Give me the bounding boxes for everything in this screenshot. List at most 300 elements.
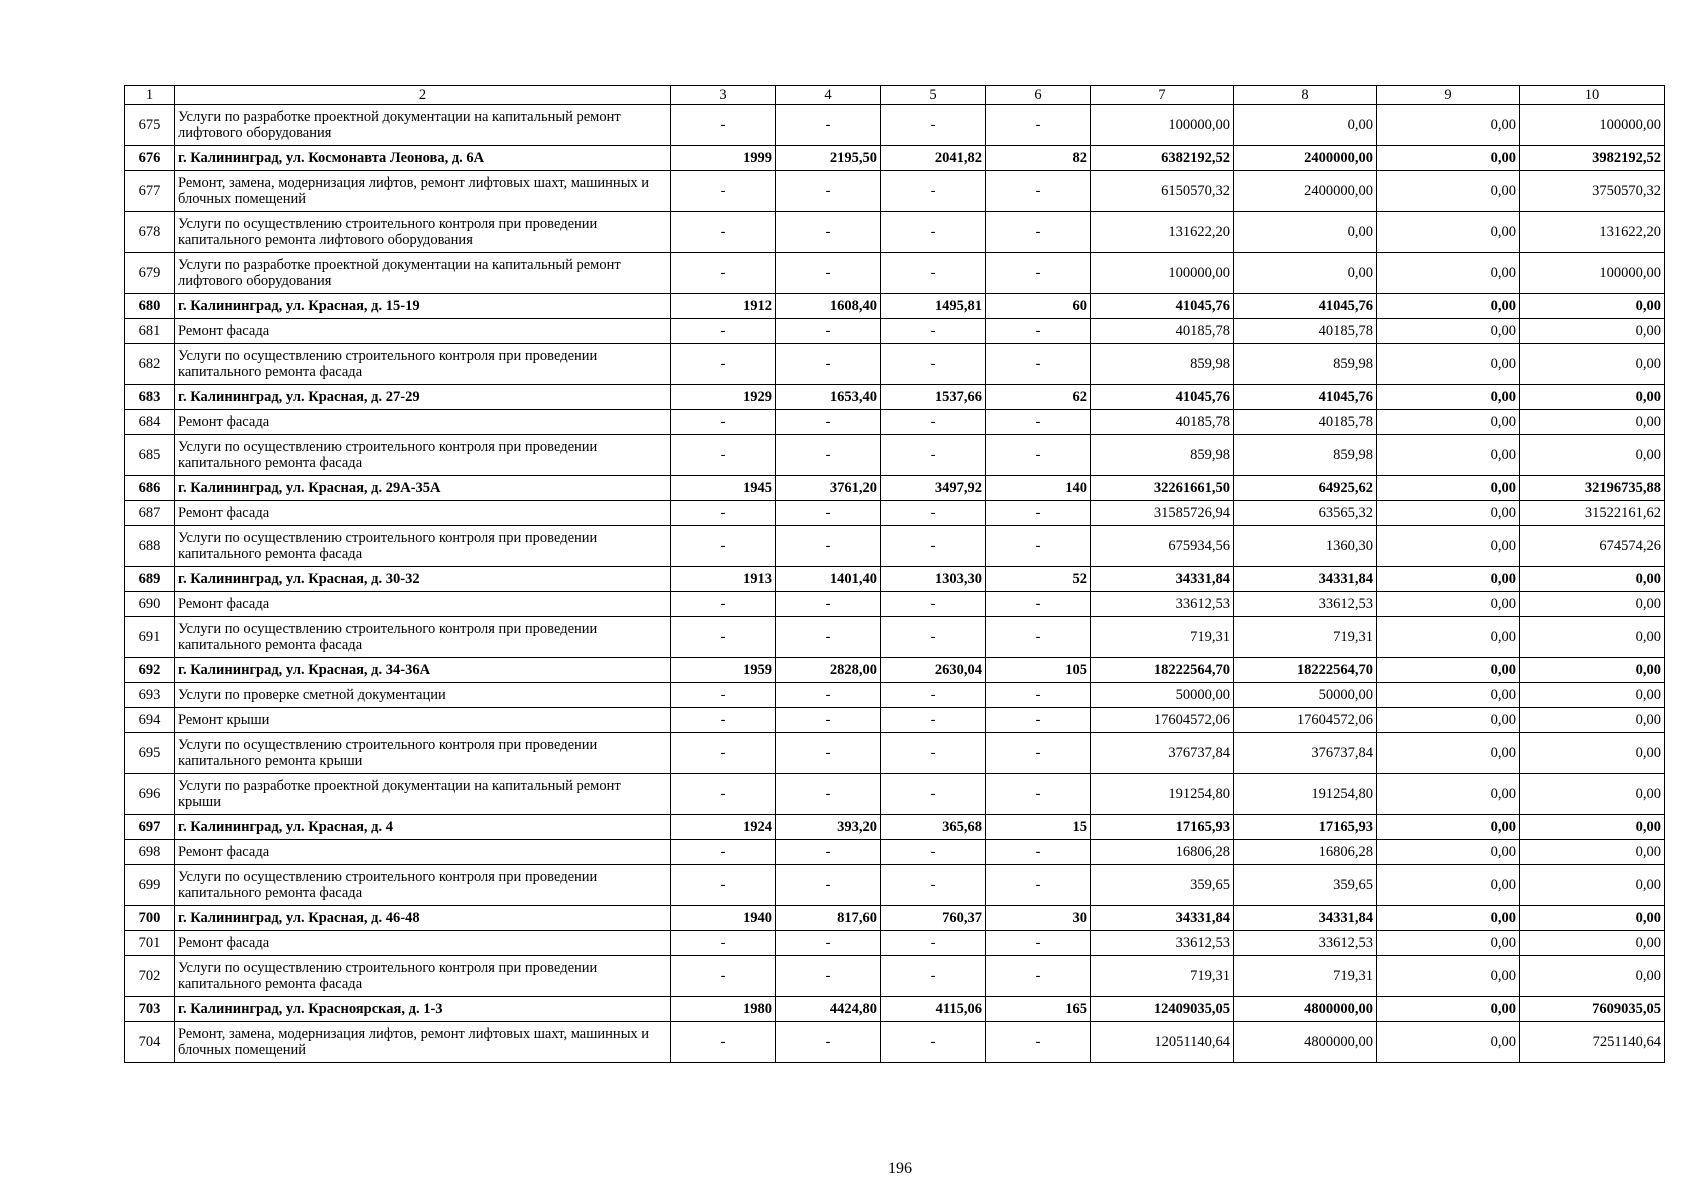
owner-cost-cell: 0,00 — [1520, 567, 1665, 592]
budget-cost-cell: 0,00 — [1377, 410, 1520, 435]
fund-cost-cell: 191254,80 — [1234, 774, 1377, 815]
total-cost-cell: 12051140,64 — [1091, 1022, 1234, 1063]
total-cost-cell: 41045,76 — [1091, 294, 1234, 319]
fund-cost-cell: 16806,28 — [1234, 840, 1377, 865]
residents-cell: - — [986, 617, 1091, 658]
residents-cell: 52 — [986, 567, 1091, 592]
row-number-cell: 676 — [125, 146, 175, 171]
budget-cost-cell: 0,00 — [1377, 931, 1520, 956]
row-number-cell: 681 — [125, 319, 175, 344]
address-row — [125, 906, 1665, 931]
total-area-cell: - — [776, 501, 881, 526]
work-name-cell: Услуги по осуществлению строительного контроля при проведении капитального ремонта фасада — [175, 956, 671, 997]
row-number-cell: 685 — [125, 435, 175, 476]
total-cost-cell: 31585726,94 — [1091, 501, 1234, 526]
living-area-cell: - — [881, 171, 986, 212]
work-row — [125, 733, 1665, 774]
fund-cost-cell: 41045,76 — [1234, 294, 1377, 319]
work-row — [125, 708, 1665, 733]
total-cost-cell: 719,31 — [1091, 956, 1234, 997]
living-area-cell: - — [881, 435, 986, 476]
year-cell: 1999 — [671, 146, 776, 171]
year-cell: - — [671, 319, 776, 344]
year-cell: 1945 — [671, 476, 776, 501]
owner-cost-cell: 100000,00 — [1520, 253, 1665, 294]
total-area-cell: 2828,00 — [776, 658, 881, 683]
address-row — [125, 997, 1665, 1022]
work-name-cell: Услуги по осуществлению строительного контроля при проведении капитального ремонта фасада — [175, 865, 671, 906]
residents-cell: - — [986, 410, 1091, 435]
work-row — [125, 865, 1665, 906]
work-name-cell: Услуги по осуществлению строительного контроля при проведении капитального ремонта фасада — [175, 344, 671, 385]
address-row — [125, 385, 1665, 410]
work-row — [125, 526, 1665, 567]
row-number-cell: 679 — [125, 253, 175, 294]
owner-cost-cell: 3982192,52 — [1520, 146, 1665, 171]
owner-cost-cell: 3750570,32 — [1520, 171, 1665, 212]
total-cost-cell: 40185,78 — [1091, 319, 1234, 344]
residents-cell: 30 — [986, 906, 1091, 931]
living-area-cell: - — [881, 253, 986, 294]
living-area-cell: - — [881, 105, 986, 146]
row-number-cell: 704 — [125, 1022, 175, 1063]
residents-cell: - — [986, 683, 1091, 708]
row-number-cell: 689 — [125, 567, 175, 592]
year-cell: - — [671, 956, 776, 997]
row-number-cell: 682 — [125, 344, 175, 385]
owner-cost-cell: 0,00 — [1520, 840, 1665, 865]
owner-cost-cell: 31522161,62 — [1520, 501, 1665, 526]
budget-cost-cell: 0,00 — [1377, 567, 1520, 592]
residents-cell: - — [986, 592, 1091, 617]
year-cell: - — [671, 865, 776, 906]
work-name-cell: Услуги по осуществлению строительного контроля при проведении капитального ремонта фасада — [175, 617, 671, 658]
residents-cell: - — [986, 956, 1091, 997]
work-name-cell: г. Калининград, ул. Красная, д. 15-19 — [175, 294, 671, 319]
row-number-cell: 688 — [125, 526, 175, 567]
total-area-cell: - — [776, 865, 881, 906]
budget-cost-cell: 0,00 — [1377, 956, 1520, 997]
year-cell: 1980 — [671, 997, 776, 1022]
header-cell: 6 — [986, 86, 1091, 105]
row-number-cell: 694 — [125, 708, 175, 733]
work-name-cell: Ремонт фасада — [175, 840, 671, 865]
total-area-cell: 817,60 — [776, 906, 881, 931]
total-area-cell: - — [776, 592, 881, 617]
living-area-cell: - — [881, 501, 986, 526]
work-name-cell: г. Калининград, ул. Красная, д. 30-32 — [175, 567, 671, 592]
row-number-cell: 675 — [125, 105, 175, 146]
budget-cost-cell: 0,00 — [1377, 1022, 1520, 1063]
address-row — [125, 567, 1665, 592]
residents-cell: - — [986, 1022, 1091, 1063]
residents-cell: - — [986, 253, 1091, 294]
total-area-cell: - — [776, 956, 881, 997]
row-number-cell: 678 — [125, 212, 175, 253]
fund-cost-cell: 18222564,70 — [1234, 658, 1377, 683]
living-area-cell: 4115,06 — [881, 997, 986, 1022]
total-cost-cell: 32261661,50 — [1091, 476, 1234, 501]
budget-cost-cell: 0,00 — [1377, 385, 1520, 410]
works-table — [124, 85, 1665, 1063]
fund-cost-cell: 4800000,00 — [1234, 997, 1377, 1022]
living-area-cell: - — [881, 319, 986, 344]
owner-cost-cell: 32196735,88 — [1520, 476, 1665, 501]
residents-cell: 62 — [986, 385, 1091, 410]
year-cell: - — [671, 733, 776, 774]
total-area-cell: 3761,20 — [776, 476, 881, 501]
work-name-cell: Ремонт фасада — [175, 410, 671, 435]
total-cost-cell: 6382192,52 — [1091, 146, 1234, 171]
owner-cost-cell: 0,00 — [1520, 931, 1665, 956]
total-area-cell: - — [776, 253, 881, 294]
year-cell: 1924 — [671, 815, 776, 840]
owner-cost-cell: 0,00 — [1520, 708, 1665, 733]
row-number-cell: 692 — [125, 658, 175, 683]
budget-cost-cell: 0,00 — [1377, 592, 1520, 617]
budget-cost-cell: 0,00 — [1377, 733, 1520, 774]
work-name-cell: г. Калининград, ул. Красная, д. 27-29 — [175, 385, 671, 410]
fund-cost-cell: 0,00 — [1234, 212, 1377, 253]
header-cell: 7 — [1091, 86, 1234, 105]
residents-cell: - — [986, 774, 1091, 815]
budget-cost-cell: 0,00 — [1377, 658, 1520, 683]
work-name-cell: Ремонт фасада — [175, 931, 671, 956]
residents-cell: 15 — [986, 815, 1091, 840]
owner-cost-cell: 0,00 — [1520, 294, 1665, 319]
total-cost-cell: 16806,28 — [1091, 840, 1234, 865]
year-cell: - — [671, 410, 776, 435]
budget-cost-cell: 0,00 — [1377, 319, 1520, 344]
owner-cost-cell: 0,00 — [1520, 319, 1665, 344]
residents-cell: 60 — [986, 294, 1091, 319]
living-area-cell: 1495,81 — [881, 294, 986, 319]
work-name-cell: Ремонт фасада — [175, 592, 671, 617]
year-cell: 1959 — [671, 658, 776, 683]
work-row — [125, 410, 1665, 435]
address-row — [125, 294, 1665, 319]
fund-cost-cell: 2400000,00 — [1234, 146, 1377, 171]
year-cell: - — [671, 253, 776, 294]
owner-cost-cell: 0,00 — [1520, 344, 1665, 385]
work-row — [125, 840, 1665, 865]
total-area-cell: - — [776, 212, 881, 253]
residents-cell: - — [986, 526, 1091, 567]
work-name-cell: Услуги по осуществлению строительного контроля при проведении капитального ремонта крыши — [175, 733, 671, 774]
owner-cost-cell: 7251140,64 — [1520, 1022, 1665, 1063]
total-cost-cell: 859,98 — [1091, 344, 1234, 385]
total-cost-cell: 859,98 — [1091, 435, 1234, 476]
living-area-cell: 365,68 — [881, 815, 986, 840]
total-area-cell: - — [776, 931, 881, 956]
living-area-cell: - — [881, 774, 986, 815]
work-row — [125, 617, 1665, 658]
total-area-cell: - — [776, 840, 881, 865]
budget-cost-cell: 0,00 — [1377, 253, 1520, 294]
budget-cost-cell: 0,00 — [1377, 435, 1520, 476]
living-area-cell: - — [881, 865, 986, 906]
living-area-cell: - — [881, 410, 986, 435]
living-area-cell: - — [881, 840, 986, 865]
row-number-cell: 701 — [125, 931, 175, 956]
row-number-cell: 687 — [125, 501, 175, 526]
total-area-cell: - — [776, 683, 881, 708]
total-area-cell: 2195,50 — [776, 146, 881, 171]
fund-cost-cell: 0,00 — [1234, 253, 1377, 294]
fund-cost-cell: 17604572,06 — [1234, 708, 1377, 733]
owner-cost-cell: 0,00 — [1520, 774, 1665, 815]
budget-cost-cell: 0,00 — [1377, 501, 1520, 526]
year-cell: 1929 — [671, 385, 776, 410]
total-area-cell: - — [776, 319, 881, 344]
year-cell: - — [671, 931, 776, 956]
year-cell: 1912 — [671, 294, 776, 319]
living-area-cell: - — [881, 1022, 986, 1063]
fund-cost-cell: 40185,78 — [1234, 410, 1377, 435]
work-name-cell: г. Калининград, ул. Космонавта Леонова, д. 6А — [175, 146, 671, 171]
work-name-cell: Ремонт фасада — [175, 501, 671, 526]
year-cell: - — [671, 526, 776, 567]
living-area-cell: - — [881, 212, 986, 253]
total-area-cell: - — [776, 435, 881, 476]
residents-cell: - — [986, 435, 1091, 476]
work-row — [125, 253, 1665, 294]
total-cost-cell: 675934,56 — [1091, 526, 1234, 567]
header-cell: 2 — [175, 86, 671, 105]
budget-cost-cell: 0,00 — [1377, 344, 1520, 385]
year-cell: 1940 — [671, 906, 776, 931]
living-area-cell: 1537,66 — [881, 385, 986, 410]
budget-cost-cell: 0,00 — [1377, 105, 1520, 146]
work-row — [125, 1022, 1665, 1063]
residents-cell: - — [986, 931, 1091, 956]
row-number-cell: 696 — [125, 774, 175, 815]
living-area-cell: - — [881, 931, 986, 956]
address-row — [125, 146, 1665, 171]
total-area-cell: 1653,40 — [776, 385, 881, 410]
work-row — [125, 931, 1665, 956]
fund-cost-cell: 859,98 — [1234, 344, 1377, 385]
work-row — [125, 171, 1665, 212]
fund-cost-cell: 0,00 — [1234, 105, 1377, 146]
living-area-cell: - — [881, 956, 986, 997]
residents-cell: - — [986, 171, 1091, 212]
budget-cost-cell: 0,00 — [1377, 906, 1520, 931]
owner-cost-cell: 0,00 — [1520, 865, 1665, 906]
total-area-cell: - — [776, 1022, 881, 1063]
residents-cell: - — [986, 733, 1091, 774]
header-cell: 9 — [1377, 86, 1520, 105]
work-name-cell: Ремонт, замена, модернизация лифтов, ремонт лифтовых шахт, машинных и блочных помещений — [175, 171, 671, 212]
budget-cost-cell: 0,00 — [1377, 212, 1520, 253]
year-cell: - — [671, 592, 776, 617]
fund-cost-cell: 4800000,00 — [1234, 1022, 1377, 1063]
fund-cost-cell: 41045,76 — [1234, 385, 1377, 410]
residents-cell: - — [986, 708, 1091, 733]
owner-cost-cell: 0,00 — [1520, 410, 1665, 435]
total-cost-cell: 33612,53 — [1091, 931, 1234, 956]
living-area-cell: - — [881, 617, 986, 658]
row-number-cell: 695 — [125, 733, 175, 774]
work-row — [125, 435, 1665, 476]
total-cost-cell: 50000,00 — [1091, 683, 1234, 708]
year-cell: - — [671, 212, 776, 253]
budget-cost-cell: 0,00 — [1377, 774, 1520, 815]
living-area-cell: 2041,82 — [881, 146, 986, 171]
total-area-cell: - — [776, 410, 881, 435]
total-cost-cell: 41045,76 — [1091, 385, 1234, 410]
row-number-cell: 698 — [125, 840, 175, 865]
address-row — [125, 658, 1665, 683]
owner-cost-cell: 0,00 — [1520, 956, 1665, 997]
row-number-cell: 702 — [125, 956, 175, 997]
row-number-cell: 677 — [125, 171, 175, 212]
work-name-cell: Услуги по разработке проектной документации на капитальный ремонт крыши — [175, 774, 671, 815]
budget-cost-cell: 0,00 — [1377, 997, 1520, 1022]
total-cost-cell: 131622,20 — [1091, 212, 1234, 253]
fund-cost-cell: 34331,84 — [1234, 567, 1377, 592]
living-area-cell: 1303,30 — [881, 567, 986, 592]
year-cell: - — [671, 617, 776, 658]
residents-cell: - — [986, 865, 1091, 906]
work-name-cell: Услуги по проверке сметной документации — [175, 683, 671, 708]
total-cost-cell: 100000,00 — [1091, 253, 1234, 294]
year-cell: - — [671, 708, 776, 733]
year-cell: - — [671, 171, 776, 212]
fund-cost-cell: 1360,30 — [1234, 526, 1377, 567]
total-area-cell: 1401,40 — [776, 567, 881, 592]
work-name-cell: Услуги по разработке проектной документации на капитальный ремонт лифтового оборудования — [175, 253, 671, 294]
residents-cell: - — [986, 840, 1091, 865]
row-number-cell: 684 — [125, 410, 175, 435]
living-area-cell: 3497,92 — [881, 476, 986, 501]
budget-cost-cell: 0,00 — [1377, 865, 1520, 906]
fund-cost-cell: 33612,53 — [1234, 931, 1377, 956]
work-row — [125, 105, 1665, 146]
residents-cell: - — [986, 212, 1091, 253]
row-number-cell: 690 — [125, 592, 175, 617]
budget-cost-cell: 0,00 — [1377, 683, 1520, 708]
year-cell: - — [671, 774, 776, 815]
budget-cost-cell: 0,00 — [1377, 171, 1520, 212]
total-cost-cell: 719,31 — [1091, 617, 1234, 658]
page-number: 196 — [888, 1160, 912, 1177]
total-area-cell: - — [776, 774, 881, 815]
living-area-cell: 2630,04 — [881, 658, 986, 683]
residents-cell: - — [986, 501, 1091, 526]
header-cell: 5 — [881, 86, 986, 105]
total-cost-cell: 18222564,70 — [1091, 658, 1234, 683]
address-row — [125, 815, 1665, 840]
year-cell: - — [671, 840, 776, 865]
fund-cost-cell: 50000,00 — [1234, 683, 1377, 708]
owner-cost-cell: 0,00 — [1520, 592, 1665, 617]
total-cost-cell: 33612,53 — [1091, 592, 1234, 617]
fund-cost-cell: 63565,32 — [1234, 501, 1377, 526]
work-name-cell: г. Калининград, ул. Красная, д. 46-48 — [175, 906, 671, 931]
living-area-cell: - — [881, 344, 986, 385]
total-area-cell: 1608,40 — [776, 294, 881, 319]
work-name-cell: Ремонт крыши — [175, 708, 671, 733]
work-name-cell: Услуги по осуществлению строительного контроля при проведении капитального ремонта лифтового оборудования — [175, 212, 671, 253]
living-area-cell: - — [881, 683, 986, 708]
total-cost-cell: 34331,84 — [1091, 567, 1234, 592]
row-number-cell: 693 — [125, 683, 175, 708]
budget-cost-cell: 0,00 — [1377, 708, 1520, 733]
living-area-cell: 760,37 — [881, 906, 986, 931]
work-name-cell: Ремонт, замена, модернизация лифтов, ремонт лифтовых шахт, машинных и блочных помещений — [175, 1022, 671, 1063]
total-cost-cell: 6150570,32 — [1091, 171, 1234, 212]
work-row — [125, 344, 1665, 385]
column-number-header — [125, 86, 1665, 105]
row-number-cell: 683 — [125, 385, 175, 410]
work-name-cell: Услуги по осуществлению строительного контроля при проведении капитального ремонта фасада — [175, 526, 671, 567]
work-name-cell: г. Калининград, ул. Красная, д. 29А-35А — [175, 476, 671, 501]
owner-cost-cell: 0,00 — [1520, 906, 1665, 931]
address-row — [125, 476, 1665, 501]
fund-cost-cell: 17165,93 — [1234, 815, 1377, 840]
budget-cost-cell: 0,00 — [1377, 617, 1520, 658]
fund-cost-cell: 33612,53 — [1234, 592, 1377, 617]
work-name-cell: Услуги по разработке проектной документации на капитальный ремонт лифтового оборудования — [175, 105, 671, 146]
work-name-cell: г. Калининград, ул. Красная, д. 34-36А — [175, 658, 671, 683]
owner-cost-cell: 0,00 — [1520, 658, 1665, 683]
fund-cost-cell: 719,31 — [1234, 956, 1377, 997]
work-name-cell: г. Калининград, ул. Красная, д. 4 — [175, 815, 671, 840]
year-cell: - — [671, 501, 776, 526]
living-area-cell: - — [881, 708, 986, 733]
owner-cost-cell: 7609035,05 — [1520, 997, 1665, 1022]
total-cost-cell: 359,65 — [1091, 865, 1234, 906]
residents-cell: - — [986, 105, 1091, 146]
fund-cost-cell: 34331,84 — [1234, 906, 1377, 931]
total-area-cell: - — [776, 171, 881, 212]
budget-cost-cell: 0,00 — [1377, 294, 1520, 319]
total-area-cell: - — [776, 526, 881, 567]
work-row — [125, 774, 1665, 815]
work-name-cell: Ремонт фасада — [175, 319, 671, 344]
header-cell: 8 — [1234, 86, 1377, 105]
owner-cost-cell: 0,00 — [1520, 617, 1665, 658]
year-cell: - — [671, 344, 776, 385]
residents-cell: - — [986, 344, 1091, 385]
owner-cost-cell: 0,00 — [1520, 435, 1665, 476]
budget-cost-cell: 0,00 — [1377, 526, 1520, 567]
residents-cell: 165 — [986, 997, 1091, 1022]
work-row — [125, 592, 1665, 617]
total-cost-cell: 17165,93 — [1091, 815, 1234, 840]
owner-cost-cell: 0,00 — [1520, 385, 1665, 410]
row-number-cell: 699 — [125, 865, 175, 906]
row-number-cell: 686 — [125, 476, 175, 501]
total-cost-cell: 12409035,05 — [1091, 997, 1234, 1022]
row-number-cell: 691 — [125, 617, 175, 658]
residents-cell: - — [986, 319, 1091, 344]
header-cell: 3 — [671, 86, 776, 105]
fund-cost-cell: 359,65 — [1234, 865, 1377, 906]
residents-cell: 82 — [986, 146, 1091, 171]
total-cost-cell: 40185,78 — [1091, 410, 1234, 435]
work-name-cell: г. Калининград, ул. Красноярская, д. 1-3 — [175, 997, 671, 1022]
row-number-cell: 680 — [125, 294, 175, 319]
row-number-cell: 700 — [125, 906, 175, 931]
row-number-cell: 697 — [125, 815, 175, 840]
fund-cost-cell: 2400000,00 — [1234, 171, 1377, 212]
header-cell: 10 — [1520, 86, 1665, 105]
year-cell: - — [671, 435, 776, 476]
living-area-cell: - — [881, 592, 986, 617]
work-row — [125, 956, 1665, 997]
